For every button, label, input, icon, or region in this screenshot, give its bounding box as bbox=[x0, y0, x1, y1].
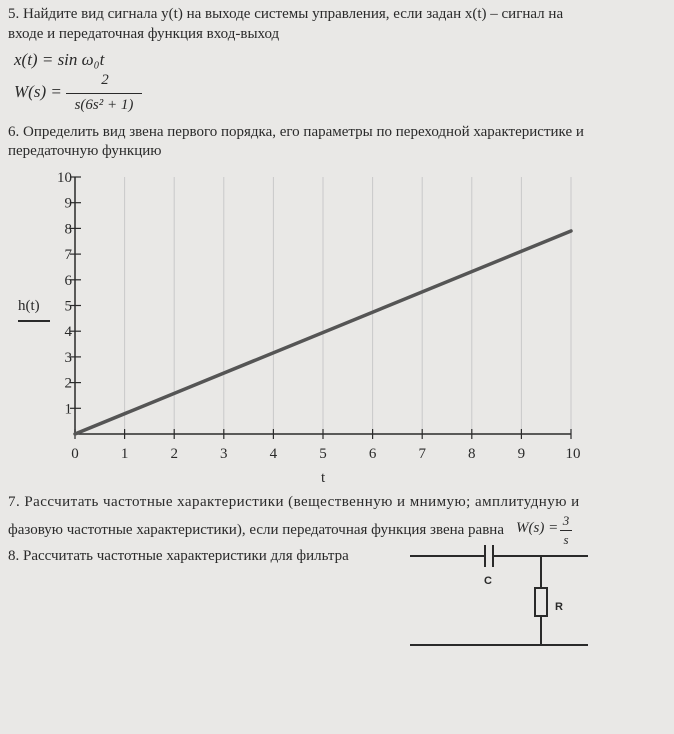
problem7-fraction-bar bbox=[560, 530, 572, 531]
problem5-line2: входе и передаточная функция вход-выход bbox=[8, 26, 280, 42]
y-tick-label-1: 1 bbox=[64, 401, 72, 418]
y-tick-label-2: 2 bbox=[64, 375, 72, 392]
resistor-label: R bbox=[555, 601, 563, 613]
x-tick-label-3: 3 bbox=[220, 446, 228, 462]
problem6-line1: 6. Определить вид звена первого порядка, его параметры по переходной характеристике и bbox=[8, 124, 584, 140]
y-tick-label-6: 6 bbox=[64, 272, 72, 289]
problem7-tf-denominator: s bbox=[563, 532, 569, 547]
x-tick-label-9: 9 bbox=[517, 446, 526, 462]
y-tick-label-10: 10 bbox=[57, 170, 72, 186]
x-tick-label-4: 4 bbox=[269, 446, 278, 462]
problem7-tf-numerator: 3 bbox=[562, 513, 570, 528]
problem7-line1: 7. Рассчитать частотные характеристики (вещественную и мнимую; амплитудную и bbox=[8, 494, 580, 510]
problem7-line2: фазовую частотные характеристики), если передаточная функция звена равна bbox=[8, 522, 504, 538]
problem5-line1: 5. Найдите вид сигнала y(t) на выходе системы управления, если задан x(t) – сигнал на bbox=[8, 6, 564, 22]
x-tick-label-1: 1 bbox=[120, 446, 129, 462]
problem5-tf-denominator: s(6s² + 1) bbox=[74, 97, 134, 113]
y-tick-label-3: 3 bbox=[64, 349, 72, 366]
problem7-tf-left: W(s) = bbox=[516, 520, 559, 536]
y-tick-label-4: 4 bbox=[64, 324, 72, 341]
chart-ylabel: h(t) bbox=[18, 298, 40, 314]
y-tick-label-9: 9 bbox=[64, 195, 72, 212]
chart-xlabel: t bbox=[321, 470, 326, 486]
x-tick-label-5: 5 bbox=[319, 446, 327, 462]
x-tick-label-0: 0 bbox=[71, 446, 79, 462]
capacitor-label: C bbox=[484, 575, 492, 587]
y-tick-label-8: 8 bbox=[64, 221, 72, 238]
x-tick-label-10: 10 bbox=[565, 446, 581, 462]
problem6-line2: передаточную функцию bbox=[8, 143, 162, 159]
y-tick-label-5: 5 bbox=[64, 298, 72, 315]
problem5-tf-numerator: 2 bbox=[101, 72, 109, 88]
x-tick-label-2: 2 bbox=[170, 446, 178, 462]
problem5-input-formula: x(t) = sin ω₀t bbox=[14, 50, 105, 69]
x-tick-label-7: 7 bbox=[418, 446, 426, 462]
problem8-line1: 8. Рассчитать частотные характеристики для фильтра bbox=[8, 548, 349, 564]
x-tick-label-6: 6 bbox=[368, 446, 377, 462]
y-tick-label-7: 7 bbox=[64, 247, 72, 264]
x-tick-label-8: 8 bbox=[468, 446, 476, 462]
problem5-tf-left: W(s) = bbox=[14, 82, 62, 101]
